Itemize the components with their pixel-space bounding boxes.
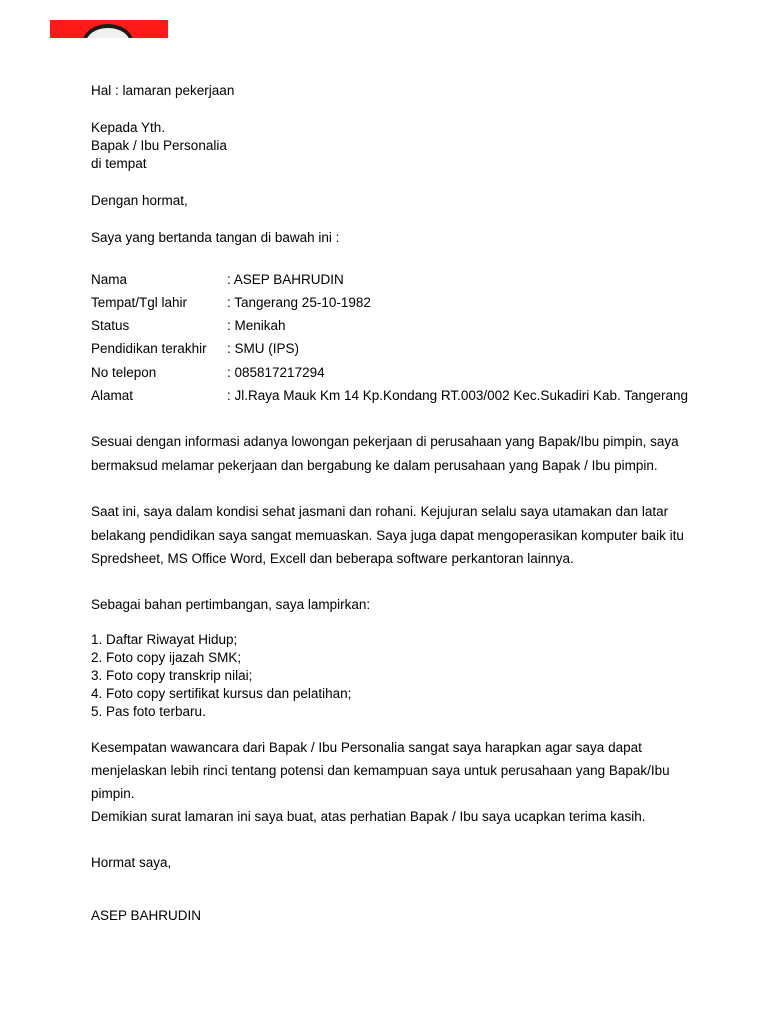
paragraph-line: bermaksud melamar pekerjaan dan bergabung ke dalam perusahaan yang Bapak / Ibu pimpin. (91, 458, 658, 473)
attachment-item: 5. Pas foto terbaru. (91, 704, 206, 719)
paragraph-line: belakang pendidikan saya sangat memuaskan. Saya juga dapat mengoperasikan komputer baik itu (91, 528, 684, 543)
field-label-telepon: No telepon (91, 365, 157, 380)
recipient-line: Bapak / Ibu Personalia (91, 138, 227, 153)
field-value-alamat: : Jl.Raya Mauk Km 14 Kp.Kondang RT.003/002 Kec.Sukadiri Kab. Tangerang (227, 388, 689, 403)
field-label-nama: Nama (91, 272, 128, 287)
paragraph-line: Sesuai dengan informasi adanya lowongan pekerjaan di perusahaan yang Bapak/Ibu pimpin, saya (91, 434, 679, 449)
applicant-photo (50, 20, 168, 38)
field-value-nama: : ASEP BAHRUDIN (227, 272, 344, 287)
paragraph-line: Demikian surat lamaran ini saya buat, atas perhatian Bapak / Ibu saya ucapkan terima kasih. (91, 809, 646, 824)
attachment-item: 2. Foto copy ijazah SMK; (91, 650, 242, 665)
intro-line: Saya yang bertanda tangan di bawah ini : (91, 230, 340, 245)
field-label-alamat: Alamat (91, 388, 134, 403)
attachment-item: 1. Daftar Riwayat Hidup; (91, 632, 238, 647)
attachment-item: 4. Foto copy sertifikat kursus dan pelatihan; (91, 686, 352, 701)
field-value-ttl: : Tangerang 25-10-1982 (227, 295, 371, 310)
field-label-status: Status (91, 318, 130, 333)
field-label-pendidikan: Pendidikan terakhir (91, 341, 207, 356)
field-value-pendidikan: : SMU (IPS) (227, 341, 300, 356)
signature-name: ASEP BAHRUDIN (91, 908, 202, 923)
attachments-intro: Sebagai bahan pertimbangan, saya lampirkan: (91, 597, 371, 612)
recipient-line: di tempat (91, 156, 147, 171)
paragraph-line: Saat ini, saya dalam kondisi sehat jasmani dan rohani. Kejujuran selalu saya utamakan dan latar (91, 504, 669, 519)
field-value-telepon: : 085817217294 (227, 365, 325, 380)
greeting: Dengan hormat, (91, 193, 188, 208)
letter-subject: Hal : lamaran pekerjaan (91, 83, 235, 98)
field-label-ttl: Tempat/Tgl lahir (91, 295, 188, 310)
closing: Hormat saya, (91, 855, 172, 870)
attachment-item: 3. Foto copy transkrip nilai; (91, 668, 253, 683)
field-value-status: : Menikah (227, 318, 286, 333)
recipient-line: Kepada Yth. (91, 120, 166, 135)
paragraph-line: Spredsheet, MS Office Word, Excell dan beberapa software perkantoran lainnya. (91, 551, 574, 566)
paragraph-line: Kesempatan wawancara dari Bapak / Ibu Personalia sangat saya harapkan agar saya dapat (91, 740, 642, 755)
paragraph-line: menjelaskan lebih rinci tentang potensi dan kemampuan saya untuk perusahaan yang Bapak/Ibu (91, 763, 670, 778)
paragraph-line: pimpin. (91, 786, 135, 801)
